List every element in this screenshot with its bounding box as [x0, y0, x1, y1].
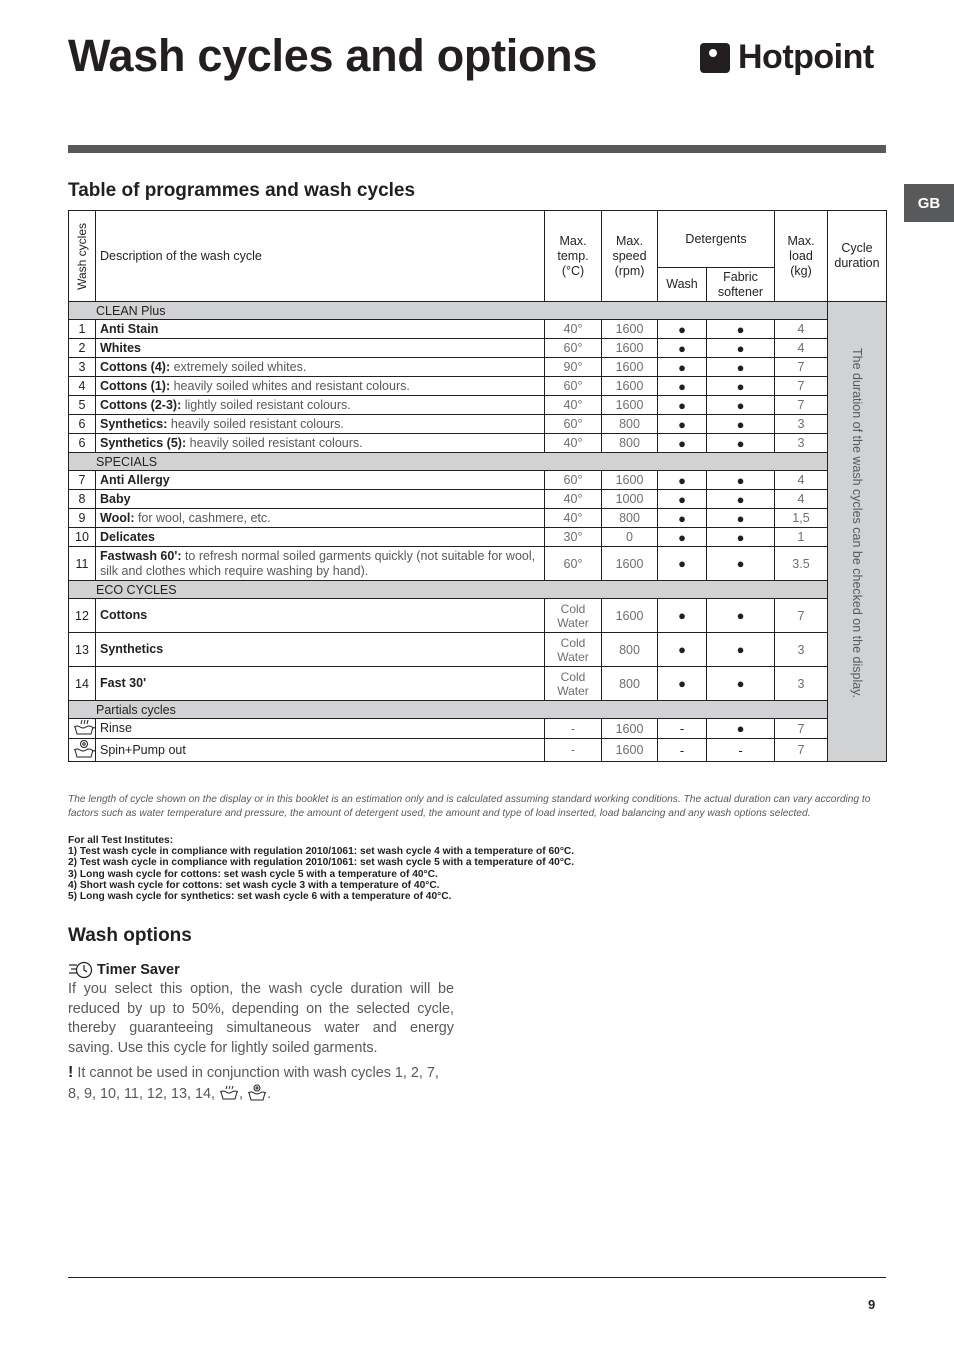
test-line: 2) Test wash cycle in compliance with regulation 2010/1061: set wash cycle 5 with a temperature of 40°C.	[68, 857, 575, 869]
max-speed: 1600	[602, 396, 658, 415]
max-load: 7	[775, 599, 828, 633]
timer-saver-heading	[68, 960, 180, 980]
cycle-description	[96, 599, 545, 633]
group-row	[69, 302, 887, 320]
max-load: 7	[775, 739, 828, 762]
cycle-description	[96, 633, 545, 667]
cycle-detail: Rinse	[100, 721, 132, 735]
timer-saver-icon	[68, 960, 94, 980]
cycle-number: 6	[69, 415, 96, 434]
cycle-number: 9	[69, 509, 96, 528]
max-temp: 40°	[545, 320, 602, 339]
cycle-name: Whites	[100, 340, 141, 355]
max-speed: 1600	[602, 547, 658, 581]
cycle-detail: extremely soiled whites.	[170, 359, 307, 374]
test-line: 1) Test wash cycle in compliance with regulation 2010/1061: set wash cycle 4 with a temperature of 60°C.	[68, 846, 575, 858]
header-max-temp: Max. temp. (°C)	[545, 211, 602, 302]
wash-options-title: Wash options	[68, 925, 192, 946]
header-wash-cycles: Wash cycles	[69, 211, 96, 302]
cycle-number: 7	[69, 471, 96, 490]
wash-detergent: ●	[658, 547, 707, 581]
group-row	[69, 701, 887, 719]
table-row	[69, 547, 887, 581]
fabric-softener: ●	[707, 339, 775, 358]
fabric-softener: ●	[707, 490, 775, 509]
wash-detergent: ●	[658, 667, 707, 701]
cycle-description	[96, 434, 545, 453]
wash-detergent: -	[658, 719, 707, 739]
max-load: 7	[775, 377, 828, 396]
cycle-detail: to refresh normal soiled garments quickly (not suitable for wool, silk and clothes which require washing by hand).	[100, 548, 536, 578]
wash-detergent: ●	[658, 509, 707, 528]
wash-detergent: ●	[658, 633, 707, 667]
wash-detergent: ●	[658, 358, 707, 377]
fabric-softener: ●	[707, 358, 775, 377]
max-load: 4	[775, 490, 828, 509]
table-row	[69, 633, 887, 667]
max-speed: 1600	[602, 320, 658, 339]
cycle-number: 10	[69, 528, 96, 547]
cycle-number: 14	[69, 667, 96, 701]
group-row	[69, 581, 887, 599]
max-load: 4	[775, 320, 828, 339]
cycle-description	[96, 509, 545, 528]
table-row	[69, 719, 887, 739]
header-description: Description of the wash cycle	[96, 211, 545, 302]
hotpoint-logo-mark	[700, 43, 730, 73]
table-row	[69, 509, 887, 528]
header-max-speed: Max. speed (rpm)	[602, 211, 658, 302]
max-load: 3	[775, 633, 828, 667]
max-load: 4	[775, 471, 828, 490]
wash-detergent: ●	[658, 339, 707, 358]
cycle-name: Fastwash 60':	[100, 548, 182, 563]
cycle-number: 5	[69, 396, 96, 415]
table-row	[69, 358, 887, 377]
cycle-description	[96, 377, 545, 396]
header-max-load: Max. load (kg)	[775, 211, 828, 302]
max-temp: 40°	[545, 490, 602, 509]
max-speed: 1000	[602, 490, 658, 509]
cycle-detail: for wool, cashmere, etc.	[134, 510, 271, 525]
warning-text: It cannot be used in conjunction with wash cycles 1, 2, 7, 8, 9, 10, 11, 12, 13, 14,	[68, 1065, 439, 1102]
cycle-name: Anti Stain	[100, 321, 159, 336]
test-line: 4) Short wash cycle for cottons: set wash cycle 3 with a temperature of 40°C.	[68, 879, 440, 891]
test-line: 3) Long wash cycle for cottons: set wash cycle 5 with a temperature of 40°C.	[68, 868, 438, 880]
max-temp: 40°	[545, 434, 602, 453]
cycle-number: 3	[69, 358, 96, 377]
cycle-description	[96, 490, 545, 509]
fabric-softener: ●	[707, 396, 775, 415]
cycle-name: Synthetics:	[100, 416, 168, 431]
warning-mark: !	[68, 1064, 74, 1081]
cycle-name: Cottons (1):	[100, 378, 171, 393]
max-temp: 60°	[545, 339, 602, 358]
cycle-name: Synthetics (5):	[100, 435, 187, 450]
max-temp: Cold Water	[545, 633, 602, 667]
cycle-description	[96, 415, 545, 434]
fabric-softener: ●	[707, 547, 775, 581]
max-load: 1	[775, 528, 828, 547]
cycle-number: 11	[69, 547, 96, 581]
cycle-name: Fast 30'	[100, 676, 147, 690]
cycle-name: Synthetics	[100, 642, 164, 656]
cycle-detail: heavily soiled resistant colours.	[167, 416, 344, 431]
fabric-softener: ●	[707, 667, 775, 701]
max-load: 3	[775, 415, 828, 434]
max-load: 3.5	[775, 547, 828, 581]
hotpoint-logo	[700, 38, 874, 77]
fabric-softener: ●	[707, 719, 775, 739]
fabric-softener: ●	[707, 434, 775, 453]
max-load: 7	[775, 396, 828, 415]
rinse-icon	[219, 1085, 239, 1100]
header-cycle-duration: Cycle duration	[828, 211, 887, 302]
max-load: 3	[775, 434, 828, 453]
table-row	[69, 471, 887, 490]
wash-detergent: ●	[658, 490, 707, 509]
max-speed: 1600	[602, 358, 658, 377]
header-divider	[68, 145, 886, 153]
warning-sep: ,	[238, 1085, 247, 1102]
max-speed: 1600	[602, 599, 658, 633]
cycle-detail: heavily soiled whites and resistant colours.	[170, 378, 410, 393]
wash-detergent: ●	[658, 396, 707, 415]
cycle-name: Baby	[100, 491, 131, 506]
fabric-softener: ●	[707, 377, 775, 396]
max-load: 7	[775, 719, 828, 739]
cycle-detail: heavily soiled resistant colours.	[186, 435, 363, 450]
max-temp: 30°	[545, 528, 602, 547]
brand-name: Hotpoint	[738, 38, 874, 76]
table-row	[69, 739, 887, 762]
cycle-number: 1	[69, 320, 96, 339]
cycle-number: 12	[69, 599, 96, 633]
wash-detergent: ●	[658, 471, 707, 490]
cycle-duration-cell	[828, 302, 887, 762]
max-temp: 40°	[545, 509, 602, 528]
cycle-name: Anti Allergy	[100, 472, 170, 487]
cycle-number: 2	[69, 339, 96, 358]
max-temp: 60°	[545, 377, 602, 396]
max-speed: 800	[602, 633, 658, 667]
duration-note: The duration of the wash cycles can be checked on the display.	[850, 348, 864, 698]
test-line: 5) Long wash cycle for synthetics: set wash cycle 6 with a temperature of 40°C.	[68, 891, 452, 903]
max-temp: -	[545, 719, 602, 739]
spin-pump-out-icon	[73, 747, 95, 761]
cycle-number: 6	[69, 434, 96, 453]
table-row	[69, 599, 887, 633]
fabric-softener: ●	[707, 320, 775, 339]
cycle-number: 13	[69, 633, 96, 667]
cycle-number: 4	[69, 377, 96, 396]
max-load: 4	[775, 339, 828, 358]
cycle-description	[96, 471, 545, 490]
max-temp: Cold Water	[545, 667, 602, 701]
timer-saver-label: Timer Saver	[97, 962, 180, 978]
max-load: 1,5	[775, 509, 828, 528]
fabric-softener: ●	[707, 415, 775, 434]
table-row	[69, 490, 887, 509]
max-temp: 90°	[545, 358, 602, 377]
cycle-name: Cottons (4):	[100, 359, 171, 374]
timer-saver-description: If you select this option, the wash cycle duration will be reduced by up to 50%, depending on the selected cycle, thereby guaranteeing simultaneous water and energy saving. Use this cycle for lightly soiled garments.	[68, 981, 454, 1056]
language-tab: GB	[904, 184, 954, 222]
wash-detergent: -	[658, 739, 707, 762]
wash-detergent: ●	[658, 320, 707, 339]
fabric-softener: -	[707, 739, 775, 762]
cycle-icon-cell	[69, 739, 96, 762]
cycle-description	[96, 320, 545, 339]
cycle-name: Wool:	[100, 510, 135, 525]
header-fabric-softener: Fabric softener	[707, 268, 775, 302]
warning-end: .	[266, 1085, 271, 1102]
max-speed: 800	[602, 415, 658, 434]
cycle-name: Cottons	[100, 608, 148, 622]
table-row	[69, 434, 887, 453]
wash-detergent: ●	[658, 434, 707, 453]
header-detergents: Detergents	[658, 211, 775, 268]
cycle-description	[96, 547, 545, 581]
max-speed: 800	[602, 434, 658, 453]
page-number: 9	[868, 1297, 876, 1312]
cycle-detail: lightly soiled resistant colours.	[181, 397, 351, 412]
wash-detergent: ●	[658, 415, 707, 434]
max-speed: 1600	[602, 377, 658, 396]
group-name: CLEAN Plus	[69, 302, 828, 320]
test-institutes-heading: For all Test Institutes:	[68, 835, 174, 846]
table-row	[69, 320, 887, 339]
test-institutes	[68, 835, 886, 902]
max-speed: 800	[602, 509, 658, 528]
max-temp: Cold Water	[545, 599, 602, 633]
max-speed: 800	[602, 667, 658, 701]
table-row	[69, 667, 887, 701]
fabric-softener: ●	[707, 528, 775, 547]
max-speed: 1600	[602, 471, 658, 490]
max-temp: 60°	[545, 547, 602, 581]
table-row	[69, 377, 887, 396]
max-temp: -	[545, 739, 602, 762]
max-speed: 1600	[602, 339, 658, 358]
table-title: Table of programmes and wash cycles	[68, 180, 416, 201]
programmes-table	[68, 210, 887, 762]
cycle-description	[96, 739, 545, 762]
max-speed: 1600	[602, 719, 658, 739]
table-row	[69, 415, 887, 434]
max-temp: 60°	[545, 471, 602, 490]
cycle-description	[96, 339, 545, 358]
fabric-softener: ●	[707, 509, 775, 528]
cycle-name: Cottons (2-3):	[100, 397, 182, 412]
rinse-icon	[73, 724, 95, 738]
max-speed: 1600	[602, 739, 658, 762]
table-row	[69, 339, 887, 358]
wash-detergent: ●	[658, 528, 707, 547]
group-name: SPECIALS	[69, 453, 828, 471]
group-name: Partials cycles	[69, 701, 828, 719]
cycle-name: Delicates	[100, 529, 155, 544]
wash-detergent: ●	[658, 599, 707, 633]
cycle-number: 8	[69, 490, 96, 509]
table-row	[69, 528, 887, 547]
cycle-detail: Spin+Pump out	[100, 742, 186, 757]
header-wash: Wash	[658, 268, 707, 302]
cycle-description	[96, 358, 545, 377]
cycle-icon-cell	[69, 719, 96, 739]
max-speed: 0	[602, 528, 658, 547]
max-temp: 60°	[545, 415, 602, 434]
footer-divider	[68, 1277, 886, 1278]
spin-pump-out-icon	[247, 1084, 267, 1101]
fabric-softener: ●	[707, 599, 775, 633]
timer-saver-warning	[68, 1063, 454, 1104]
page-title: Wash cycles and options	[68, 30, 598, 81]
group-name: ECO CYCLES	[69, 581, 828, 599]
fabric-softener: ●	[707, 471, 775, 490]
max-load: 3	[775, 667, 828, 701]
wash-detergent: ●	[658, 377, 707, 396]
table-row	[69, 396, 887, 415]
duration-footnote: The length of cycle shown on the display or in this booklet is an estimation only and is calculated assuming standard working conditions. The actual duration can vary according to factors such as water temperature and pressure, the amount of detergent used, the amount and type of load inserted, load balancing and any wash options selected.	[68, 794, 871, 819]
group-row	[69, 453, 887, 471]
cycle-description	[96, 667, 545, 701]
cycle-description	[96, 719, 545, 739]
fabric-softener: ●	[707, 633, 775, 667]
max-load: 7	[775, 358, 828, 377]
cycle-description	[96, 396, 545, 415]
timer-saver-body	[68, 980, 454, 1104]
max-temp: 40°	[545, 396, 602, 415]
cycle-description	[96, 528, 545, 547]
